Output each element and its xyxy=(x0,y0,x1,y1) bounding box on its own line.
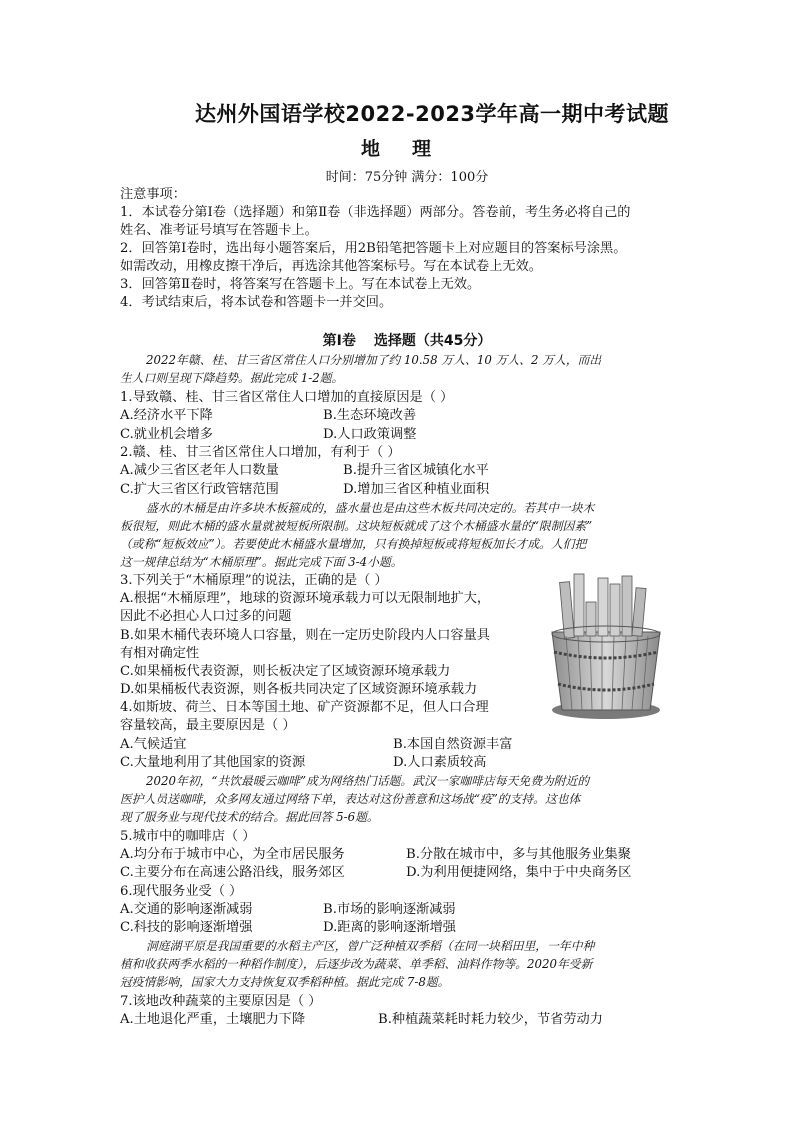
passage-line: 医护人员送咖啡，众多网友通过网络下单，表达对这份善意和这场战“疫”的支持。这也体 xyxy=(120,792,581,806)
option-c: C.大量地利用了其他国家的资源 xyxy=(120,755,306,770)
question-stem: 6.现代服务业受（ ） xyxy=(120,884,243,899)
option-a: A.根据“木桶原理”，地球的资源环境承载力可以无限制地扩大， xyxy=(120,591,491,606)
option-d: D.为利用便捷网络，集中于中央商务区 xyxy=(406,865,632,880)
passage-line: 2022年赣、桂、甘三省区常住人口分别增加了约 10.58 万人、10 万人、2 万人，而出 xyxy=(146,353,602,367)
passage-line: 盛水的木桶是由许多块木板箍成的，盛水量也是由这些木板共同决定的。若其中一块木 xyxy=(146,501,595,515)
option-c: C.主要分布在高速公路沿线，服务郊区 xyxy=(120,865,345,880)
option-b-cont: 有相对确定性 xyxy=(120,646,200,661)
passage-line: （或称“短板效应”）。若要使此木桶盛水量增加，只有换掉短板或将短板加长才成。人们把 xyxy=(120,537,587,551)
question-stem: 5.城市中的咖啡店（ ） xyxy=(120,829,256,844)
option-c: C.科技的影响逐渐增强 xyxy=(120,920,253,935)
passage-line: 生人口则呈现下降趋势。据此完成 1-2题。 xyxy=(120,371,344,385)
option-b: B.市场的影响逐渐减弱 xyxy=(323,902,456,917)
question-stem: 4.如斯坡、荷兰、日本等国土地、矿产资源都不足，但人口合理 xyxy=(120,700,489,715)
option-a: A.气候适宜 xyxy=(120,737,187,752)
option-b: B.本国自然资源丰富 xyxy=(393,737,513,752)
notice-line: 3．回答第Ⅱ卷时，将答案写在答题卡上。写在本试卷上无效。 xyxy=(120,277,481,292)
option-b: B.种植蔬菜耗时耗力较少，节省劳动力 xyxy=(378,1012,603,1027)
option-c: C.扩大三省区行政管辖范围 xyxy=(120,482,279,497)
option-d: D.增加三省区种植业面积 xyxy=(343,482,490,497)
section-label: 第Ⅰ卷 xyxy=(322,333,356,349)
passage-line: 植和收获两季水稻的一种稻作制度），后逐步改为蔬菜、单季稻、油料作物等。2020年受新 xyxy=(120,957,593,971)
wooden-bucket-icon xyxy=(536,572,676,722)
option-a: A.土地退化严重，土壤肥力下降 xyxy=(120,1012,306,1027)
option-d: D.如果桶板代表资源，则各板共同决定了区域资源环境承载力 xyxy=(120,682,478,697)
option-a: A.减少三省区老年人口数量 xyxy=(120,463,279,478)
option-c: C.如果桶板代表资源，则长板决定了区域资源环境承载力 xyxy=(120,664,451,679)
passage-line: 2020年初，“共饮最暖云咖啡”成为网络热门话题。武汉一家咖啡店每天免费为附近的 xyxy=(146,774,590,788)
option-d: D.人口素质较高 xyxy=(393,755,487,770)
subject-title: 地理 xyxy=(360,138,463,160)
question-stem: 2.赣、桂、甘三省区常住人口增加，有利于（ ） xyxy=(120,445,401,460)
passage-line: 现了服务业与现代技术的结合。据此回答 5-6题。 xyxy=(120,810,379,824)
time-info: 时间：75分钟 满分：100分 xyxy=(325,170,489,185)
option-d: D.距离的影响逐渐增强 xyxy=(323,920,456,935)
passage-line: 这一规律总结为“木桶原理”。据此完成下面 3-4小题。 xyxy=(120,555,403,569)
notice-line: 4．考试结束后，将本试卷和答题卡一并交回。 xyxy=(120,295,393,310)
notice-line: 姓名、准考证号填写在答题卡上。 xyxy=(120,223,318,238)
section-heading xyxy=(0,330,794,350)
section-title: 选择题（共45分） xyxy=(373,333,492,349)
option-a: A.经济水平下降 xyxy=(120,408,213,423)
question-stem-cont: 容量较高，最主要原因是（ ） xyxy=(120,718,296,733)
option-d: D.人口政策调整 xyxy=(323,427,417,442)
option-b: B.分散在城市中，多与其他服务业集聚 xyxy=(406,847,631,862)
option-b: B.如果木桶代表环境人口容量，则在一定历史阶段内人口容量具 xyxy=(120,628,490,643)
exam-title: 达州外国语学校2022-2023学年高一期中考试题 xyxy=(194,102,670,126)
option-a: A.交通的影响逐渐减弱 xyxy=(120,902,253,917)
question-stem: 3.下列关于“木桶原理”的说法，正确的是（ ） xyxy=(120,573,388,588)
question-stem: 7.该地改种蔬菜的主要原因是（ ） xyxy=(120,994,322,1009)
option-b: B.提升三省区城镇化水平 xyxy=(343,463,489,478)
notice-line: 如需改动，用橡皮擦干净后，再选涂其他答案标号。写在本试卷上无效。 xyxy=(120,259,542,274)
option-a-cont: 因此不必担心人口过多的问题 xyxy=(120,609,292,624)
question-stem: 1.导致赣、桂、甘三省区常住人口增加的直接原因是（ ） xyxy=(120,390,454,405)
option-a: A.均分布于城市中心，为全市居民服务 xyxy=(120,847,345,862)
passage-line: 冠疫情影响，国家大力支持恢复双季稻种植。据此完成 7-8题。 xyxy=(120,975,450,989)
option-c: C.就业机会增多 xyxy=(120,427,213,442)
passage-line: 洞庭湖平原是我国重要的水稻主产区，曾广泛种植双季稻（在同一块稻田里，一年中种 xyxy=(146,939,595,953)
option-b: B.生态环境改善 xyxy=(323,408,417,423)
notice-line: 1．本试卷分第Ⅰ卷（选择题）和第Ⅱ卷（非选择题）两部分。答卷前，考生务必将自己的 xyxy=(120,205,631,220)
notice-heading: 注意事项： xyxy=(120,187,186,202)
notice-line: 2．回答第Ⅰ卷时，选出每小题答案后，用2B铅笔把答题卡上对应题目的答案标号涂黑。 xyxy=(120,241,627,256)
passage-line: 板很短，则此木桶的盛水量就被短板所限制。这块短板就成了这个木桶盛水量的“限制因素” xyxy=(120,519,593,533)
